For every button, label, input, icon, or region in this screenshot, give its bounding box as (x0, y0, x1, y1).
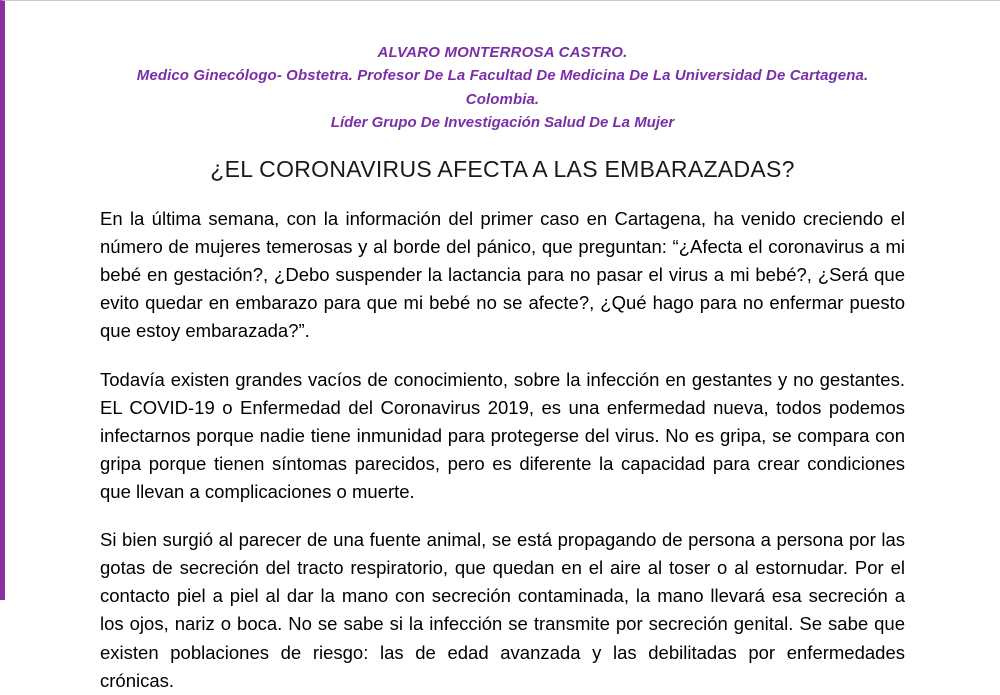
author-role: Líder Grupo De Investigación Salud De La Mujer (330, 113, 675, 131)
author-affiliation: Medico Ginecólogo- Obstetra. Profesor De La Facultad De Medicina De La Universidad De Cartagena. Colombia. (136, 67, 869, 108)
paragraph-1: En la última semana, con la información del primer caso en Cartagena, ha venido creciendo el número de mujeres temerosas y al borde del pánico, que preguntan: “¿Afecta el coronavirus a mi bebé en gestación?, ¿Debo suspender la lactancia para no pasar el virus a mi bebé?, ¿Será que evito quedar en embarazo para que mi bebé no se afecte?, ¿Qué hago para no enfermar puesto que estoy embarazada?”. (100, 208, 905, 342)
page-title: ¿EL CORONAVIRUS AFECTA A LAS EMBARAZADAS? (210, 156, 795, 182)
author-byline (100, 41, 905, 134)
paragraph-2: Todavía existen grandes vacíos de conocimiento, sobre la infección en gestantes y no gestantes. EL COVID-19 o Enfermedad del Coronavirus 2019, es una enfermedad nueva, todos podemos infectarnos porque nadie tiene inmunidad para protegerse del virus. No es gripa, se compara con gripa porque tienen síntomas parecidos, pero es diferente la capacidad para crear condiciones que llevan a complicaciones o muerte. (100, 368, 905, 502)
author-name: ALVARO MONTERROSA CASTRO. (377, 44, 628, 61)
paragraph-3: Si bien surgió al parecer de una fuente animal, se está propagando de persona a persona por las gotas de secreción del tracto respiratorio, que quedan en el aire al toser o al estornudar. Por el contacto piel a piel al dar la mano con secreción contaminada, la mano llevará esa secreción a los ojos, nariz o boca. No se sabe si la infección se transmite por secreción genital. Se sabe que existen poblaciones de riesgo: las de edad avanzada y las debilitadas por enfermedades crónicas. (100, 529, 905, 691)
